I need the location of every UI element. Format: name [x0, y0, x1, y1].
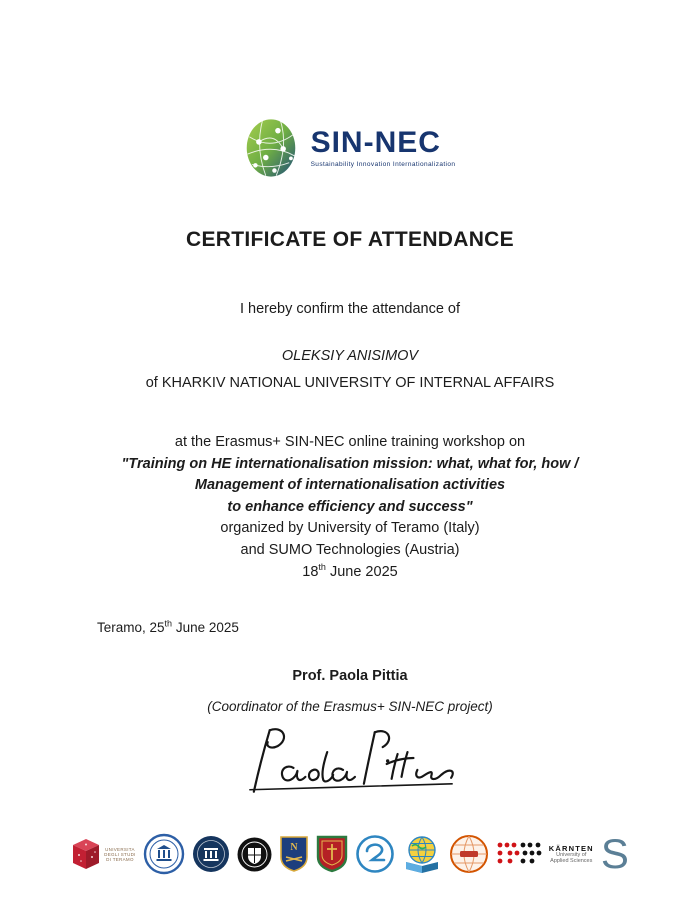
- organizer-line-1: organized by University of Teramo (Italy): [220, 520, 480, 537]
- issue-place-date: [97, 620, 239, 635]
- svg-text:N: N: [290, 842, 298, 853]
- red-cube-icon: [71, 837, 101, 871]
- event-date-ordinal: th: [318, 561, 326, 572]
- logo-orange-globe-seal: [449, 834, 489, 874]
- workshop-title-line-3: to enhance efficiency and success": [227, 498, 473, 515]
- issue-place-day: Teramo, 25: [97, 620, 165, 635]
- teramo-text-line1: UNIVERSITA: [105, 846, 135, 852]
- brand-logo: [0, 112, 700, 184]
- issue-rest: June 2025: [172, 620, 239, 635]
- logo-fh-kaernten: [496, 841, 594, 867]
- logo-university-of-teramo: [71, 837, 136, 871]
- signatory-name: Prof. Paola Pittia: [292, 668, 408, 684]
- workshop-intro: at the Erasmus+ SIN-NEC online training workshop on: [174, 434, 526, 450]
- logo-red-green-shield-crest: [316, 835, 348, 873]
- organizer-line-2: and SUMO Technologies (Austria): [240, 541, 460, 558]
- workshop-details: [0, 432, 700, 583]
- issue-ordinal: th: [164, 618, 173, 629]
- kaernten-sub1: University of: [556, 851, 587, 858]
- signature-image: [0, 724, 700, 796]
- teramo-text-line3: DI TERAMO: [106, 856, 134, 862]
- confirm-line: I hereby confirm the attendance of: [239, 301, 461, 317]
- kaernten-sub2: Applied Sciences: [550, 857, 593, 864]
- logo-black-university-seal: [237, 837, 272, 872]
- logo-blue-university-seal: [143, 833, 185, 875]
- event-date-day: 18: [302, 563, 319, 580]
- workshop-title-line-1: "Training on HE internationalisation mission: what, what for, how /: [121, 455, 579, 472]
- logo-s-letter: S: [600, 830, 629, 877]
- kaernten-name: KÄRNTEN: [548, 843, 594, 853]
- logo-globe-book-emblem: [402, 834, 442, 874]
- globe-network-icon: [245, 116, 297, 180]
- logo-blue-gold-shield-crest: [279, 835, 309, 873]
- logo-navy-university-seal: [192, 835, 230, 873]
- event-date: [0, 562, 700, 584]
- partner-logos-row: [0, 830, 700, 878]
- workshop-title-line-2: Management of internationalisation activities: [194, 477, 506, 494]
- kaernten-dots-icon: [496, 841, 542, 867]
- teramo-text-line2: DEGLI STUDI: [104, 851, 136, 857]
- attendee-affiliation: of KHARKIV NATIONAL UNIVERSITY OF INTERNAL AFFAIRS: [145, 375, 555, 391]
- logo-blue-ring-emblem: [355, 834, 395, 874]
- certificate-title: CERTIFICATE OF ATTENDANCE: [186, 228, 514, 251]
- signatory-role: (Coordinator of the Erasmus+ SIN-NEC project): [207, 699, 493, 714]
- brand-wordmark: SIN-NEC: [310, 126, 441, 159]
- brand-tagline: Sustainability Innovation Internationalization: [310, 161, 456, 168]
- attendee-name: OLEKSIY ANISIMOV: [281, 348, 419, 364]
- event-date-rest: June 2025: [325, 563, 398, 580]
